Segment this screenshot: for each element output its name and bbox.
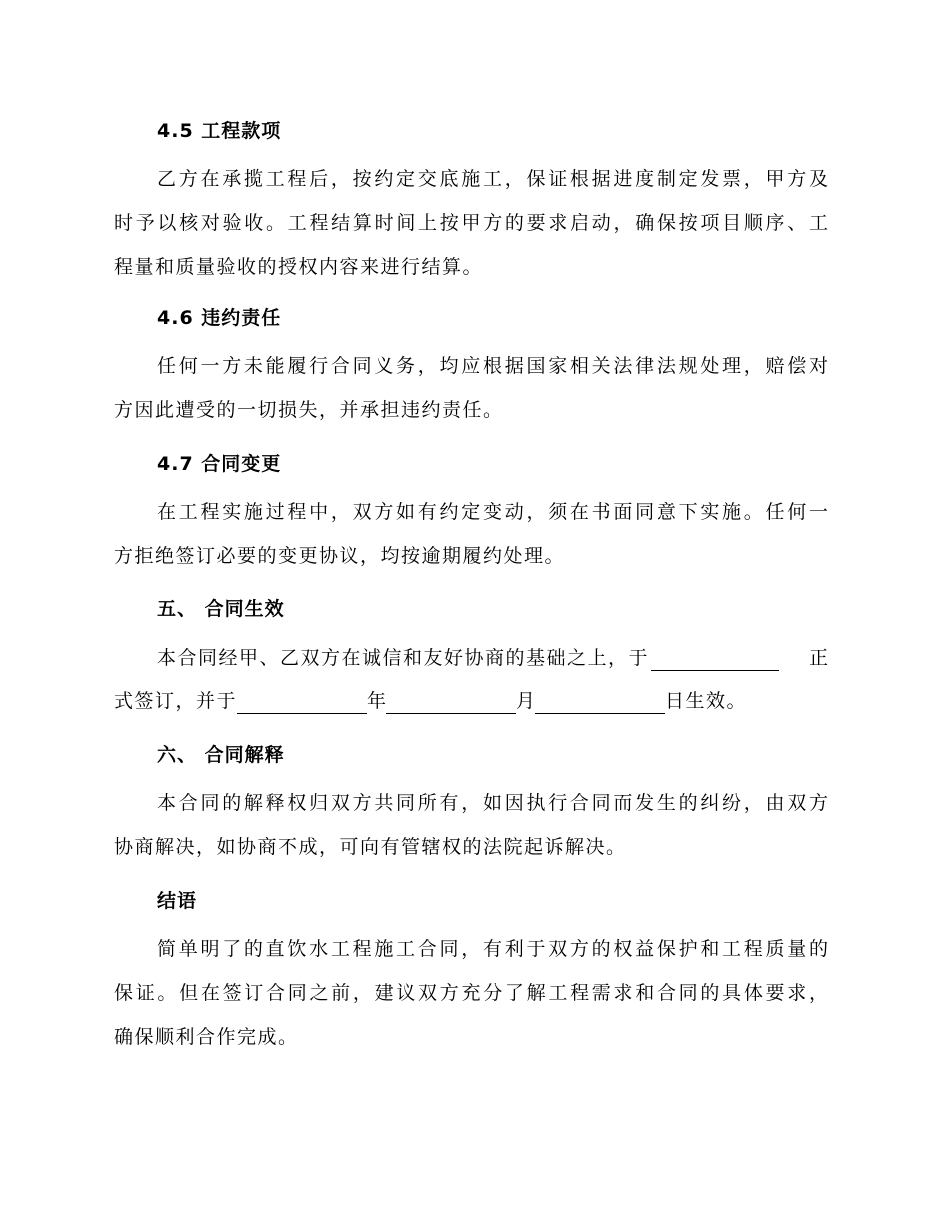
paragraph-line: 简单明了的直饮水工程施工合同，有利于双方的权益保护和工程质量的	[157, 938, 828, 960]
section-heading-4-6: 4.6 违约责任	[157, 307, 282, 329]
date-blank	[651, 652, 779, 671]
paragraph-line: 本合同的解释权归双方共同所有，如因执行合同而发生的纠纷，由双方	[157, 792, 828, 814]
paragraph-line: 方拒绝签订必要的变更协议，均按逾期履约处理。	[114, 545, 566, 567]
section-heading-4-7: 4.7 合同变更	[157, 453, 282, 475]
paragraph-line: 方因此遭受的一切损失，并承担违约责任。	[114, 399, 504, 421]
paragraph-line: 确保顺利合作完成。	[114, 1026, 299, 1048]
year-blank	[237, 695, 367, 714]
day-label: 日生效。	[665, 690, 748, 712]
month-label: 月	[516, 690, 536, 712]
day-blank	[535, 695, 665, 714]
section-heading-4-5: 4.5 工程款项	[157, 120, 282, 142]
effective-text-end: 正	[808, 647, 828, 669]
paragraph-line: 乙方在承揽工程后，按约定交底施工，保证根据进度制定发票，甲方及	[157, 168, 828, 190]
month-blank	[386, 695, 516, 714]
paragraph-line: 保证。但在签订合同之前，建议双方充分了解工程需求和合同的具体要求，	[114, 982, 828, 1004]
year-label: 年	[367, 690, 387, 712]
effective-text-start: 式签订，并于	[114, 690, 238, 712]
section-heading-5: 五、 合同生效	[157, 598, 285, 620]
effective-text: 本合同经甲、乙双方在诚信和友好协商的基础之上，于	[157, 647, 650, 669]
paragraph-line-effective	[157, 645, 828, 671]
paragraph-line: 协商解决，如协商不成，可向有管辖权的法院起诉解决。	[114, 836, 627, 858]
section-heading-6: 六、 合同解释	[157, 744, 285, 766]
paragraph-line: 程量和质量验收的授权内容来进行结算。	[114, 256, 484, 278]
paragraph-line-effective-2	[114, 688, 747, 714]
paragraph-line: 任何一方未能履行合同义务，均应根据国家相关法律法规处理，赔偿对	[157, 355, 828, 377]
paragraph-line: 在工程实施过程中，双方如有约定变动，须在书面同意下实施。任何一	[157, 501, 828, 523]
section-heading-conclusion: 结语	[157, 890, 198, 912]
paragraph-line: 时予以核对验收。工程结算时间上按甲方的要求启动，确保按项目顺序、工	[114, 212, 828, 234]
